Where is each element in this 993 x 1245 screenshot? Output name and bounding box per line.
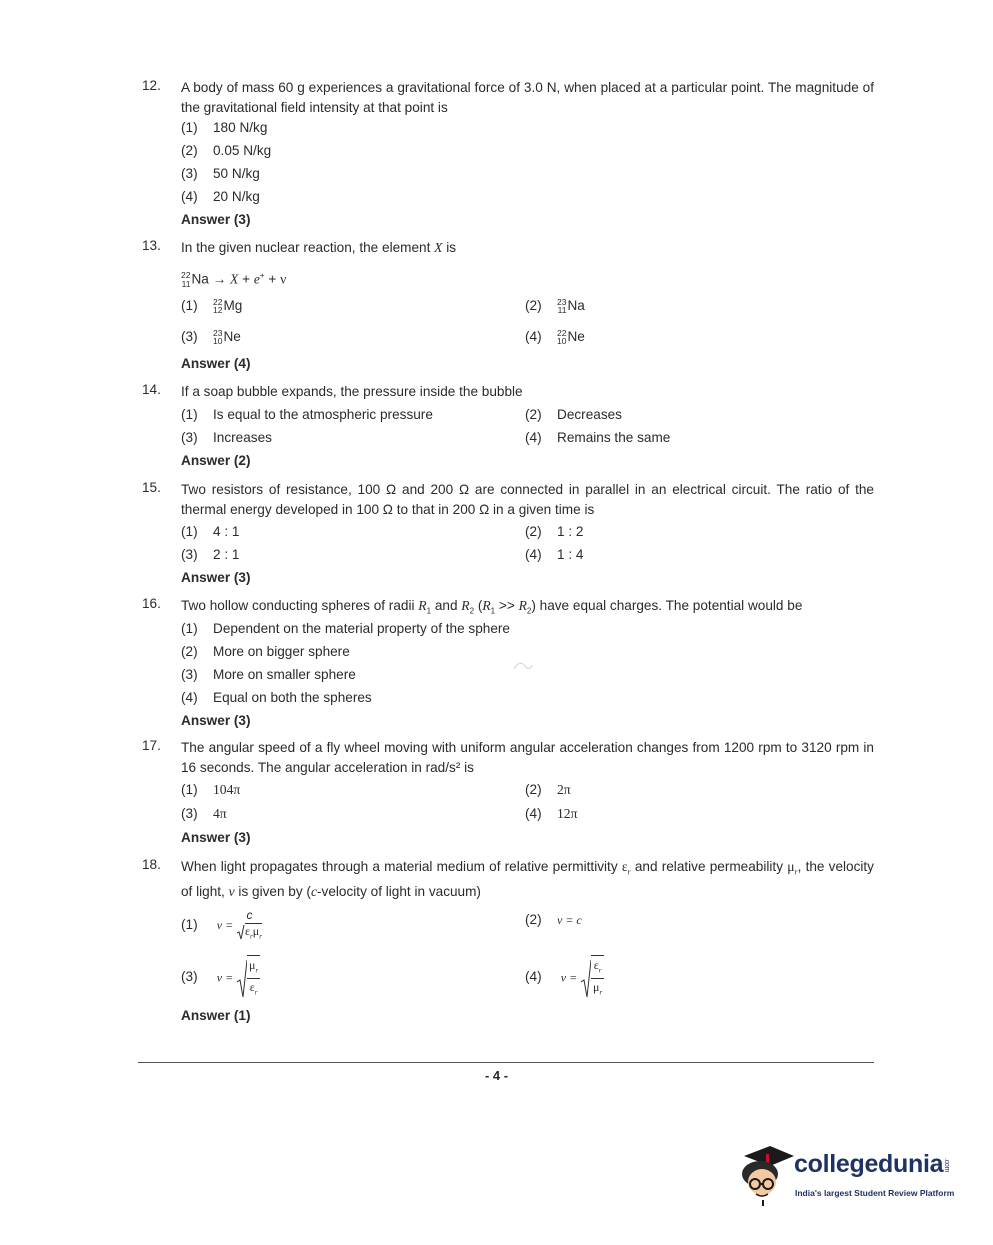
option: (4) Remains the same: [525, 430, 671, 445]
option: (4) Equal on both the spheres: [181, 690, 372, 705]
question-number: 13.: [142, 238, 161, 253]
question-stem: Two resistors of resistance, 100 Ω and 200 Ω are connected in parallel in an electrical circuit. The ratio of the thermal energy developed in 100 Ω to that in 200 Ω in a given time is: [181, 482, 874, 517]
option: (3) 4π: [181, 806, 227, 821]
option: (4) 12π: [525, 806, 578, 821]
question-stem: The angular speed of a fly wheel moving with uniform angular acceleration changes from 1200 rpm to 3120 rpm in 16 seconds. The angular acceleration in rad/s² is: [181, 740, 874, 775]
option: (1) 180 N/kg: [181, 120, 268, 135]
option: (4) 20 N/kg: [181, 189, 260, 204]
answer: Answer (4): [181, 356, 251, 371]
question-number: 17.: [142, 738, 161, 753]
question-number: 15.: [142, 480, 161, 495]
option: (1) 4 : 1: [181, 524, 240, 539]
student-mascot-icon: [736, 1140, 798, 1210]
option: (2) 1 : 2: [525, 524, 584, 539]
question-number: 12.: [142, 78, 161, 93]
question-stem: A body of mass 60 g experiences a gravitational force of 3.0 N, when placed at a particular point. The magnitude of the gravitational field intensity at that point is: [181, 80, 874, 115]
sqrt-sign-icon: [581, 958, 591, 998]
answer: Answer (3): [181, 713, 251, 728]
footer-rule: [138, 1062, 874, 1063]
answer: Answer (2): [181, 453, 251, 468]
option: (2) Decreases: [525, 407, 622, 422]
nuclear-reaction: 22 11 Na → X + e+ + ν: [181, 270, 287, 289]
brand-tagline: India's largest Student Review Platform: [795, 1188, 955, 1198]
collegedunia-logo: [736, 1140, 966, 1210]
page-number: - 4 -: [484, 1068, 509, 1083]
option: (4) 1 : 4: [525, 547, 584, 562]
option: (3) 50 N/kg: [181, 166, 260, 181]
question-stem: If a soap bubble expands, the pressure inside the bubble: [181, 384, 523, 399]
option: (3) v = $\frac{\mu_r}{\varepsilon_r}$: [181, 955, 260, 999]
answer: Answer (3): [181, 830, 251, 845]
option: (2) 2π: [525, 782, 571, 797]
option: (1) 22 12 Mg: [181, 296, 243, 316]
option: (4) 22 10 Ne: [525, 327, 585, 347]
option: (1) Dependent on the material property of the sphere: [181, 621, 510, 636]
option: (1) 104π: [181, 782, 241, 797]
question-stem: Two hollow conducting spheres of radii $R_1$ and $R_2$ $(R_1 >> R_2)$ have equal charges. The potential would be: [181, 598, 803, 616]
question-stem: In the given nuclear reaction, the element X is: [181, 240, 457, 255]
sqrt-sign-icon: [237, 958, 247, 998]
option: (1) Is equal to the atmospheric pressure: [181, 407, 433, 422]
option: (3) 2 : 1: [181, 547, 240, 562]
option: (2) 0.05 N/kg: [181, 143, 272, 158]
option: (4) v = $\frac{\varepsilon_r}{\mu_r}$: [525, 955, 604, 999]
scribble-mark: [512, 660, 534, 672]
option: (3) Increases: [181, 430, 272, 445]
option: (1) v = c $\varepsilon_r\mu_r$: [181, 907, 262, 941]
answer: Answer (3): [181, 570, 251, 585]
question-number: 14.: [142, 382, 161, 397]
option: (3) More on smaller sphere: [181, 667, 356, 682]
option: (2) More on bigger sphere: [181, 644, 350, 659]
answer: Answer (1): [181, 1008, 251, 1023]
sqrt-sign-icon: [237, 924, 245, 940]
option: (2) 23 11 Na: [525, 296, 585, 316]
brand-name: collegedunia.com: [794, 1150, 951, 1178]
answer: Answer (3): [181, 212, 251, 227]
question-stem: When light propagates through a material medium of relative permittivity $\varepsilon_r$ and relative permeability $\mu_r$, the velocity of light, v is given by (c-velocity of light in vacuum): [181, 859, 874, 900]
question-number: 18.: [142, 857, 161, 872]
option: (2) v = c: [525, 912, 582, 927]
question-number: 16.: [142, 596, 161, 611]
option: (3) 23 10 Ne: [181, 327, 241, 347]
